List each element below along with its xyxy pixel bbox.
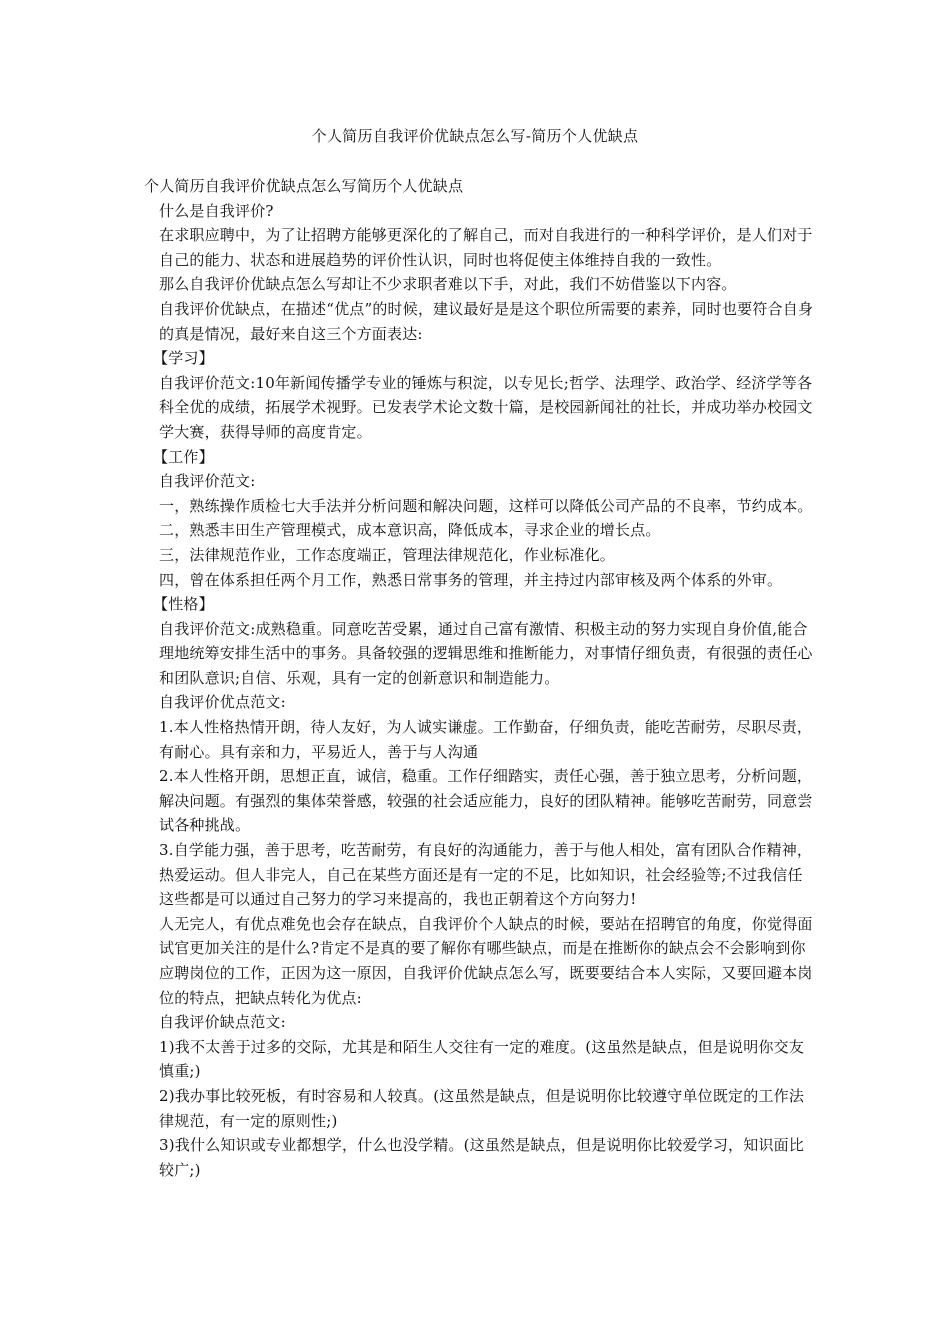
paragraph: 四，曾在体系担任两个月工作，熟悉日常事务的管理，并主持过内部审核及两个体系的外审。 (159, 570, 783, 589)
paragraph: 3)我什么知识或专业都想学，什么也没学精。(这虽然是缺点，但是说明你比较爱学习，知识面比较广;) (159, 1136, 805, 1179)
paragraph: 在求职应聘中，为了让招聘方能够更深化的了解自己，而对自我进行的一种科学评价，是人们对于自己的能力、状态和进展趋势的评价性认识，同时也将促使主体维持自我的一致性。 (159, 226, 813, 269)
section-heading: 【性格】 (153, 595, 214, 614)
paragraph: 自我评价优点范文: (159, 693, 286, 712)
section-heading: 【学习】 (153, 349, 214, 368)
paragraph: 自我评价范文: (159, 472, 256, 491)
paragraph: 自我评价缺点范文: (159, 1013, 286, 1032)
paragraph: 1)我不太善于过多的交际，尤其是和陌生人交往有一定的难度。(这虽然是缺点，但是说明你交友慎重;) (159, 1037, 805, 1081)
document-body (144, 174, 814, 1182)
paragraph: 人无完人，有优点难免也会存在缺点，自我评价个人缺点的时候，要站在招聘官的角度，你觉得面试官更加关注的是什么?肯定不是真的要了解你有哪些缺点，而是在推断你的缺点会不会影响到你应聘岗位的工作，正因为这一原因，自我评价优缺点怎么写，既要要结合本人实际，又要回避本岗位的特点，把缺点转化为优点: (159, 914, 813, 1007)
paragraph: 二，熟悉丰田生产管理模式，成本意识高，降低成本，寻求企业的增长点。 (159, 521, 661, 540)
paragraph: 1.本人性格热情开朗，待人友好，为人诚实谦虚。工作勤奋，仔细负责，能吃苦耐劳，尽职尽责，有耐心。具有亲和力，平易近人，善于与人沟通 (159, 718, 813, 761)
paragraph: 3.自学能力强，善于思考，吃苦耐劳，有良好的沟通能力，善于与他人相处，富有团队合作精神，热爱运动。但人非完人，自己在某些方面还是有一定的不足，比如知识，社会经验等;不过我信任这些都是可以通过自己努力的学习来提高的，我也正朝着这个方向努力! (159, 841, 813, 909)
document-title: 个人简历自我评价优缺点怎么写-简历个人优缺点 (311, 127, 639, 145)
paragraph: 自我评价优缺点，在描述“优点”的时候，建议最好是是这个职位所需要的素养，同时也要符合自身的真是情况，最好来自这三个方面表达: (159, 299, 814, 343)
paragraph: 个人简历自我评价优缺点怎么写简历个人优缺点 (144, 177, 464, 195)
section-heading: 【工作】 (153, 447, 214, 466)
paragraph: 2.本人性格开朗，思想正直，诚信，稳重。工作仔细踏实，责任心强，善于独立思考，分析问题，解决问题。有强烈的集体荣誉感，较强的社会适应能力，良好的团队精神。能够吃苦耐劳，同意尝试各种挑战。 (159, 767, 813, 835)
paragraph: 自我评价范文:成熟稳重。同意吃苦受累，通过自己富有激情、积极主动的努力实现自身价值,能合理地统筹安排生活中的事务。具备较强的逻辑思维和推断能力，对事情仔细负责，有很强的责任心和团队意识;自信、乐观，具有一定的创新意识和制造能力。 (159, 619, 813, 687)
paragraph: 一，熟练操作质检七大手法并分析问题和解决问题，这样可以降低公司产品的不良率，节约成本。 (159, 496, 813, 515)
paragraph: 那么自我评价优缺点怎么写却让不少求职者难以下手，对此，我们不妨借鉴以下内容。 (159, 275, 737, 294)
paragraph: 三，法律规范作业，工作态度端正，管理法律规范化，作业标准化。 (159, 545, 616, 564)
paragraph: 2)我办事比较死板，有时容易和人较真。(这虽然是缺点，但是说明你比较遵守单位既定的工作法律规范，有一定的原则性;) (159, 1086, 805, 1130)
paragraph: 自我评价范文:10年新闻传播学专业的锤炼与积淀，以专见长;哲学、法理学、政治学、经济学等各科全优的成绩，拓展学术视野。已发表学术论文数十篇，是校园新闻社的社长，并成功举办校园文学大赛，获得导师的高度肯定。 (159, 373, 813, 441)
paragraph: 什么是自我评价? (159, 201, 274, 220)
